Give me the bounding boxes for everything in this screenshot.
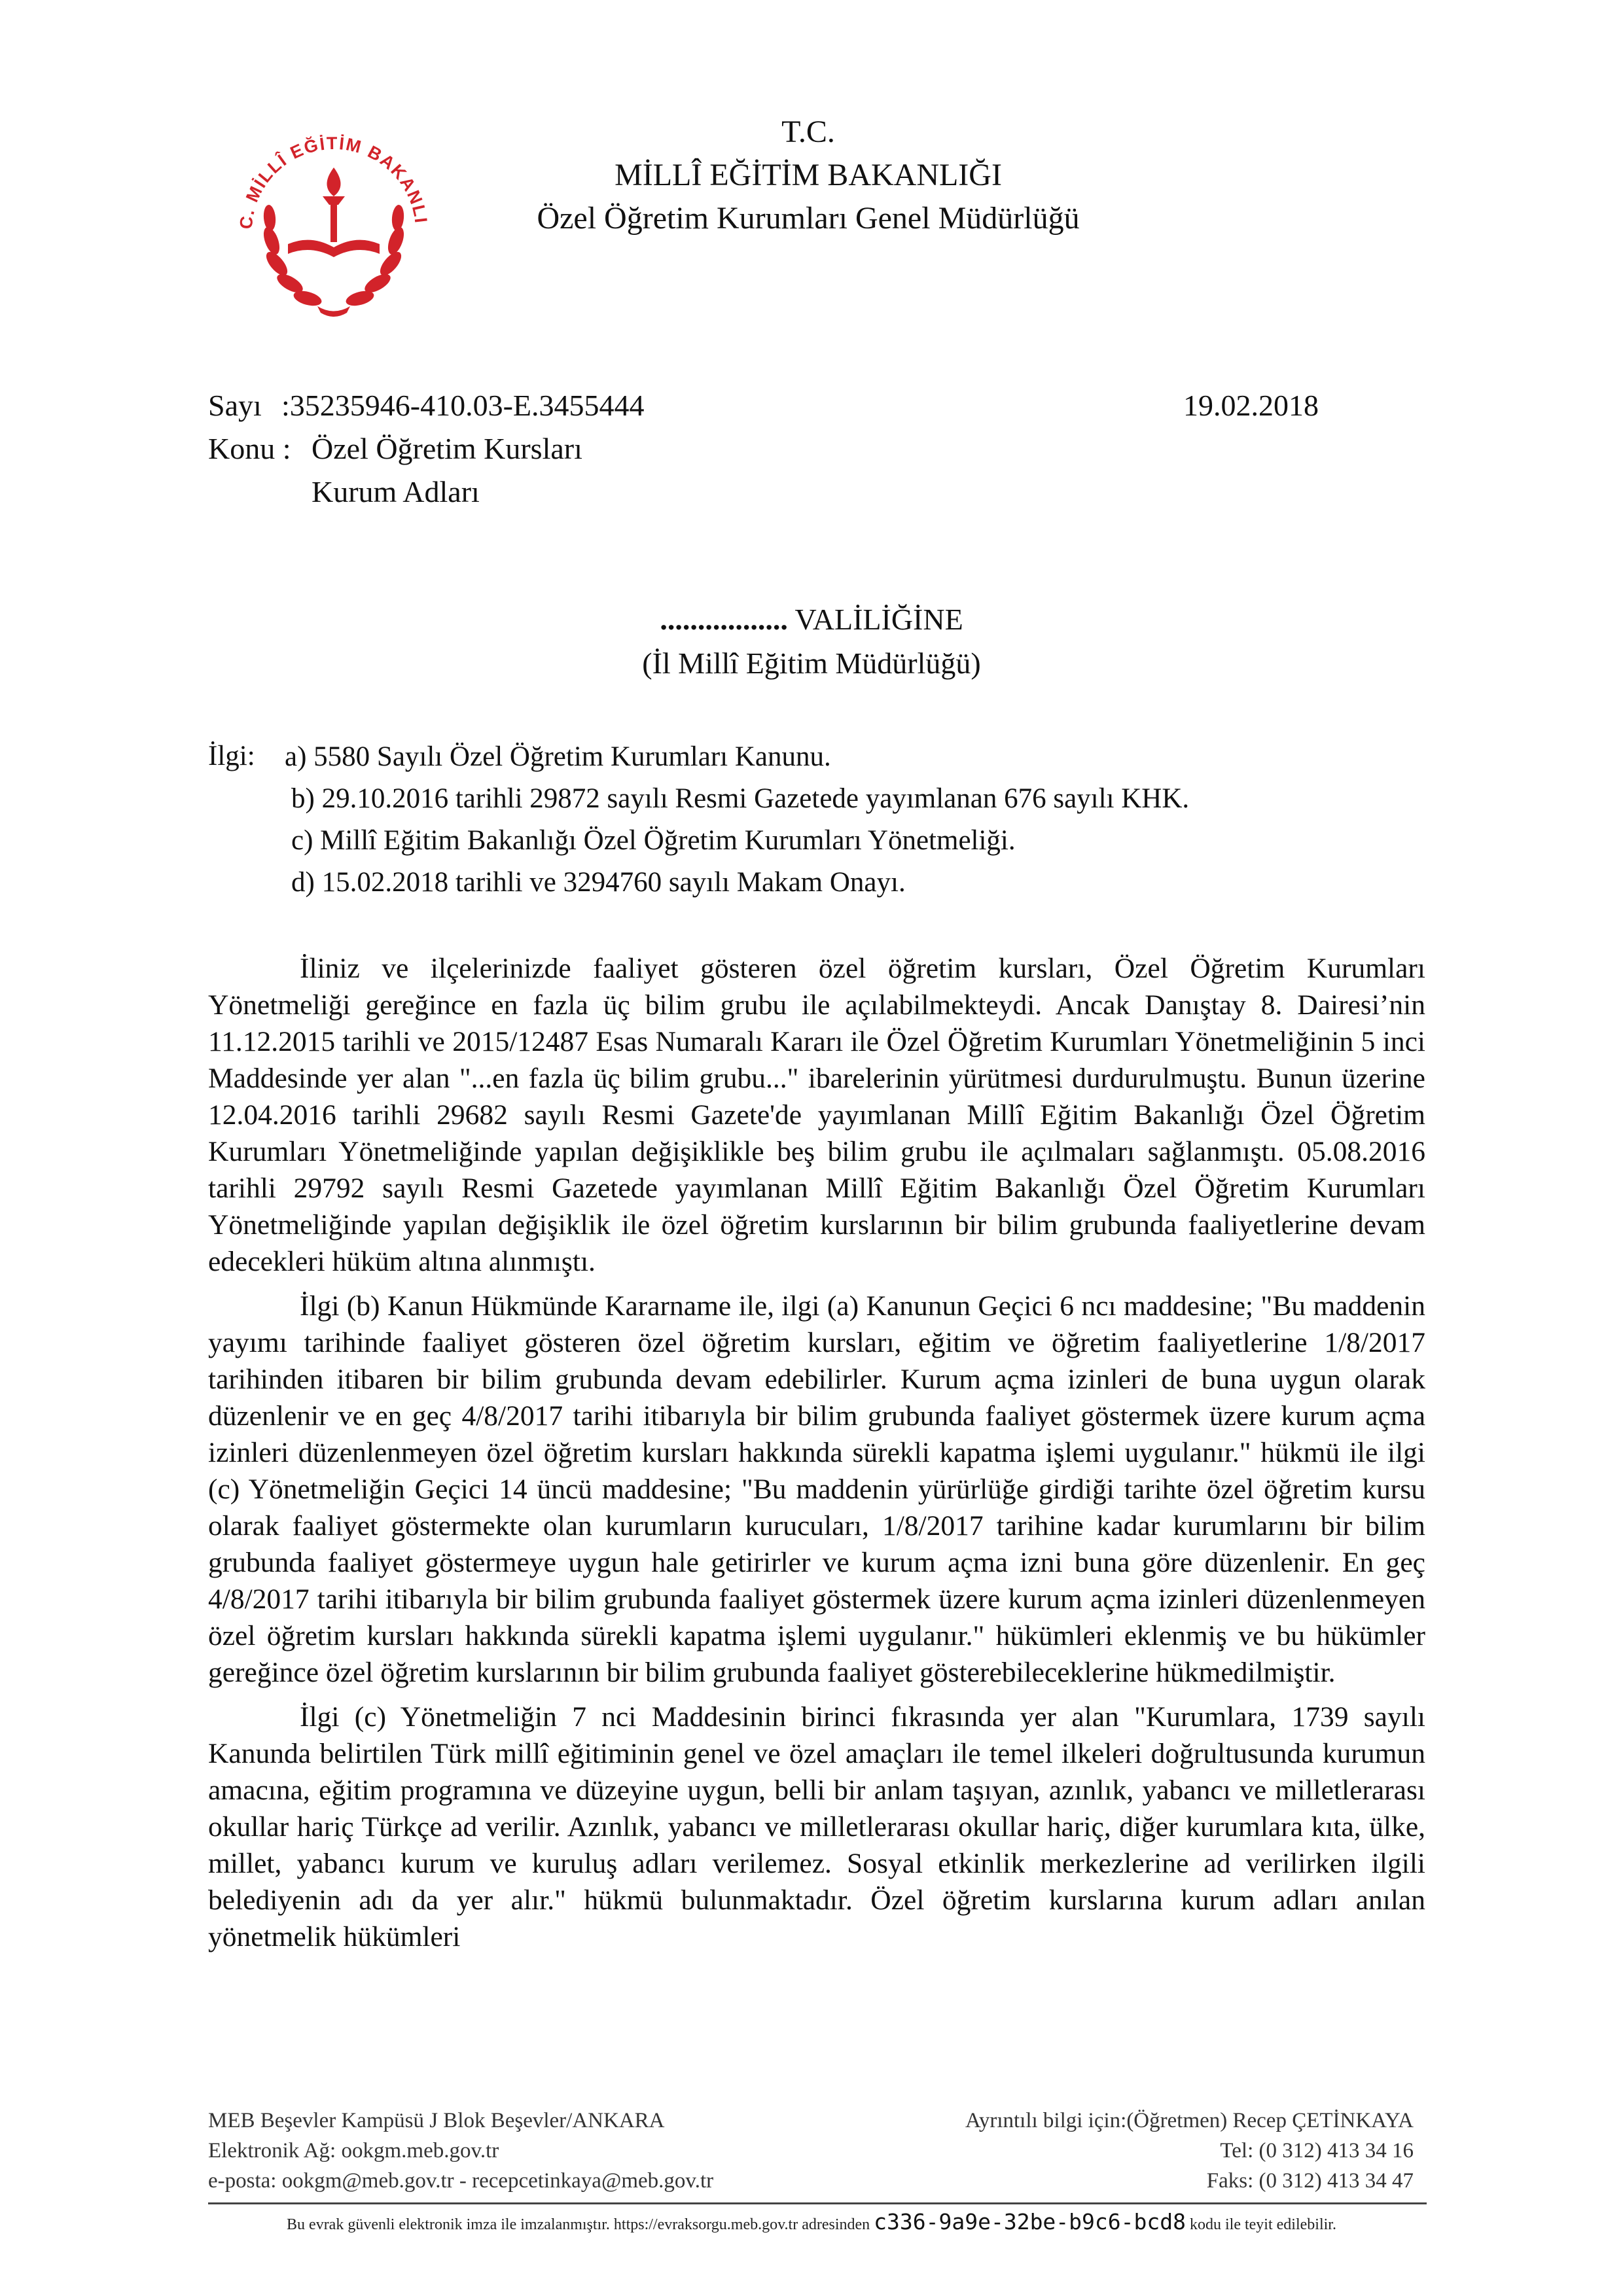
footer-contact-person: Ayrıntılı bilgi için:(Öğretmen) Recep ÇETİNKAYA [965,2109,1414,2132]
ministry-logo [226,116,442,332]
verify-code: c336-9a9e-32be-b9c6-bcd8 [874,2209,1186,2234]
ilgi-list [285,736,1189,904]
header-tc: T.C. [781,115,835,149]
addressee-valilik: VALİLİĞİNE [787,603,963,636]
footer-phone: Tel: (0 312) 413 34 16 [1220,2139,1414,2163]
footer-address: MEB Beşevler Kampüsü J Blok Beşevler/ANKARA [208,2109,665,2132]
addressee-line1 [0,600,1623,639]
body-paragraph-1: İliniz ve ilçelerinizde faaliyet gösteren özel öğretim kursları, Özel Öğretim Kurumları Yönetmeliği gereğince en fazla üç bilim grubu ile açılabilmekteydi. Ancak Danıştay 8. Dairesi’nin 11.12.2015 tarihli ve 2015/12487 Esas Numaralı Kararı ile Özel Öğretim Kurumları Yönetmeliğinin 5 inci Maddesinde yer alan "...en fazla üç bilim grubu..." ibarelerinin yürütmesi durdurulmuştu. Bunun üzerine 12.04.2016 tarihli 29682 sayılı Resmi Gazete'de yayımlanan Millî Eğitim Bakanlığı Özel Öğretim Kurumları Yönetmeliğinde yapılan değişiklikle beş bilim grubu ile açılmaları sağlanmıştı. 05.08.2016 tarihli 29792 sayılı Resmi Gazetede yayımlanan Millî Eğitim Bakanlığı Özel Öğretim Kurumları Yönetmeliğinde yapılan değişiklik ile özel öğretim kurslarının bir bilim grubunda faaliyetlerine devam edecekleri hüküm altına alınmıştı. [208,953,1425,1277]
konu-line1: Özel Öğretim Kursları [312,432,582,465]
footer-email: e-posta: ookgm@meb.gov.tr - recepcetinkaya@meb.gov.tr [208,2169,714,2193]
body-paragraph-3: İlgi (c) Yönetmeliğin 7 nci Maddesinin birinci fıkrasında yer alan "Kurumlara, 1739 sayılı Kanunda belirtilen Türk millî eğitiminin genel ve özel amaçları ile temel ilkeleri doğrultusunda kurumun amacına, eğitim programına ve düzeyine uygun, belli bir anlam taşıyan, azınlık, yabancı ve milletlerarası okullar hariç Türkçe ad verilir. Azınlık, yabancı ve milletlerarası okullar hariç, diğer kurumlara kıta, ülke, millet, yabancı kurum ve kuruluş adları verilemez. Sosyal etkinlik merkezlerine ad verilirken ilgili belediyenin adı da yer alır." hükmü bulunmaktadır. Özel öğretim kurslarına kurum adları anılan yönetmelik hükümleri [208,1701,1425,1952]
body-text [208,950,1425,1963]
logo-text: C. MİLLÎ EĞİTİM BAKANLI [236,133,431,230]
ilgi-item-c: c) Millî Eğitim Bakanlığı Özel Öğretim Kurumları Yönetmeliği. [291,825,1016,856]
footer-contact-right [903,2106,1414,2196]
document-date: 19.02.2018 [1183,389,1319,422]
sayi-label: Sayı [208,389,262,422]
header-ministry: MİLLÎ EĞİTİM BAKANLIĞI [615,158,1002,192]
verify-suffix: kodu ile teyit edilebilir. [1185,2216,1336,2233]
sayi-value: :35235946-410.03-E.3455444 [281,389,645,422]
ilgi-item-d: d) 15.02.2018 tarihli ve 3294760 sayılı Makam Onayı. [291,867,906,898]
footer-divider [208,2202,1427,2204]
ilgi-item-a: a) 5580 Sayılı Özel Öğretim Kurumları Kanunu. [285,741,831,772]
footer-network: Elektronik Ağ: ookgm.meb.gov.tr [208,2139,499,2163]
konu-label: Konu : [208,432,291,465]
verification-line [0,2206,1623,2240]
ilgi-item-b: b) 29.10.2016 tarihli 29872 sayılı Resmi Gazetede yayımlanan 676 sayılı KHK. [291,783,1190,814]
footer-fax: Faks: (0 312) 413 34 47 [1206,2169,1414,2193]
body-paragraph-2: İlgi (b) Kanun Hükmünde Kararname ile, ilgi (a) Kanunun Geçici 6 ncı maddesine; "Bu maddenin yayımı tarihinde faaliyet gösteren özel öğretim kursları, eğitim ve öğretim faaliyetlerine 1/8/2017 tarihinden itibaren bir bilim grubunda devam edebilirler. Kurum açma izinleri de buna uygun olarak düzenlenir ve en geç 4/8/2017 tarihi itibarıyla bir bilim grubunda faaliyet göstermek üzere kurum açma izinleri düzenlenmeyen özel öğretim kursları hakkında sürekli kapatma işlemi uygulanır." hükmü ile ilgi (c) Yönetmeliğin Geçici 14 üncü maddesine; "Bu maddenin yürürlüğe girdiği tarihte özel öğretim kursu olarak faaliyet göstermekte olan kurumların kurucuları, 1/8/2017 tarihine kadar kurumlarını bir bilim grubunda faaliyet göstermeye uygun hale getirirler ve kurum açma izni buna göre düzenlenir. En geç 4/8/2017 tarihi itibarıyla bir bilim grubunda faaliyet göstermek üzere kurum açma izinleri düzenlenmeyen özel öğretim kursları hakkında sürekli kapatma işlemi uygulanır." hükümleri eklenmiş ve bu hükümler gereğince özel öğretim kurslarının bir bilim grubunda faaliyet gösterebileceklerine hükmedilmiştir. [208,1290,1425,1688]
addressee-dots: ................. [660,603,788,636]
konu-line2: Kurum Adları [312,475,480,508]
addressee-line2: (İl Millî Eğitim Müdürlüğü) [642,646,981,680]
ilgi-label: İlgi: [208,741,255,771]
footer-contact-left [208,2106,713,2196]
header-directorate: Özel Öğretim Kurumları Genel Müdürlüğü [537,201,1080,236]
verify-prefix: Bu evrak güvenli elektronik imza ile imzalanmıştır. https://evraksorgu.meb.gov.tr adresinden [287,2216,874,2233]
